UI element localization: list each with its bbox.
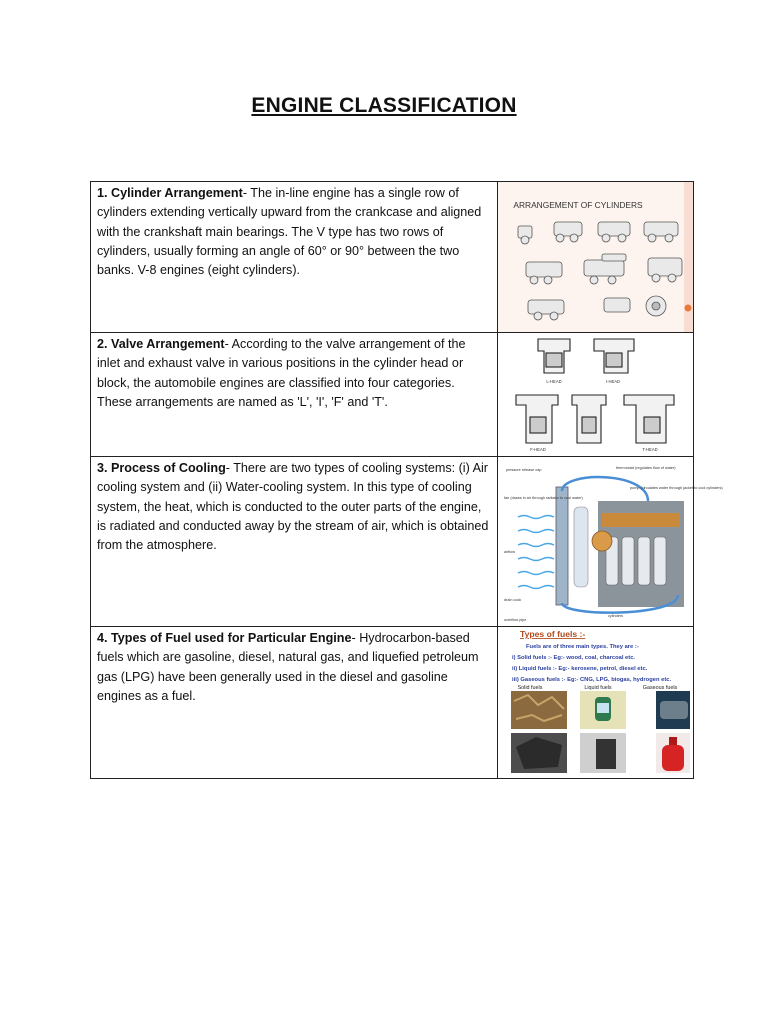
row-text: - There are two types of cooling systems: (i) Air cooling system and (ii) Water-cooling system. In this type of cooling system, the heat, which is conducted to the outer parts of the engine, is radiated and conducted away by the stream of air, which is obtained from the atmosphere. — [97, 461, 489, 553]
figure-label: fan (draws in air through radiator to cool water) — [504, 496, 583, 500]
figure-label: L-HEAD — [546, 379, 562, 384]
fuel-types-cell — [91, 627, 498, 779]
valve-arrangement-figure-cell — [498, 333, 694, 457]
figure-label: pressure release cap — [506, 468, 542, 472]
fuel-figure-title: Types of fuels :- — [520, 629, 586, 639]
figure-label: overflow pipe — [504, 618, 527, 622]
figure-label: airflow — [504, 550, 515, 554]
page-title: ENGINE CLASSIFICATION — [251, 94, 517, 117]
row-heading: 4. Types of Fuel used for Particular Engine — [97, 631, 352, 645]
row-heading: 2. Valve Arrangement — [97, 337, 225, 351]
cylinder-arrangement-figure-cell — [498, 182, 694, 333]
table-row — [91, 457, 694, 627]
fuel-figure-line: ii) Liquid fuels :- Eg:- kerosene, petrol, diesel etc. — [512, 666, 648, 672]
fuel-types-figure-cell — [498, 627, 694, 779]
figure-label: I-HEAD — [605, 379, 621, 384]
cooling-process-cell — [91, 457, 498, 627]
classification-table — [90, 181, 723, 779]
fuel-column-label: Solid fuels — [517, 685, 543, 691]
fuel-figure-line: i) Solid fuels :- Eg:- wood, coal, charcoal etc. — [512, 655, 636, 661]
fuel-figure-line: iii) Gaseous fuels :- Eg:- CNG, LPG, biogas, hydrogen etc. — [512, 677, 672, 683]
row-text: - According to the valve arrangement of the inlet and exhaust valve in various positions in the cylinder head or block, the automobile engines are classified into four categories. These arrangements are named as 'L', 'I', 'F' and 'T'. — [97, 337, 466, 409]
row-text: - The in-line engine has a single row of cylinders extending vertically upward from the crankcase and aligned with the crankshaft main bearings. The V type has two rows of cylinders, usually forming an angle of 60° or 90° between the two banks. V-8 engines (eight cylinders). — [97, 186, 482, 278]
figure-title: ARRANGEMENT OF CYLINDERS — [513, 200, 643, 210]
fuel-column-label: Gaseous fuels — [642, 685, 678, 691]
figure-label: thermostat (regulates flow of water) — [616, 466, 676, 470]
fuel-types-figure — [498, 627, 693, 778]
figure-label: T-HEAD — [642, 447, 658, 452]
figure-label: drain cock — [504, 598, 522, 602]
fuel-figure-intro: Fuels are of three main types. They are :- — [526, 644, 639, 650]
table-row — [91, 627, 694, 779]
figure-label: F-HEAD — [530, 447, 546, 452]
cylinder-arrangement-cell — [91, 182, 498, 333]
row-heading: 3. Process of Cooling — [97, 461, 226, 475]
cylinder-arrangement-figure — [498, 182, 693, 332]
cooling-system-figure — [498, 457, 723, 626]
fuel-column-label: Liquid fuels — [584, 685, 612, 691]
row-text: - Hydrocarbon-based fuels which are gasoline, diesel, natural gas, and liquefied petroleum gas (LPG) have been generally used in the diesel and gasoline engines as a fuel. — [97, 631, 479, 703]
valve-arrangement-figure — [498, 333, 693, 456]
valve-arrangement-cell — [91, 333, 498, 457]
table-row — [91, 182, 694, 333]
row-heading: 1. Cylinder Arrangement — [97, 186, 243, 200]
figure-label: cylinders — [608, 614, 623, 618]
table-row — [91, 333, 694, 457]
cooling-process-figure-cell — [498, 457, 723, 627]
figure-label: pump (circulates water through jacket to cool cylinders) — [630, 486, 723, 490]
